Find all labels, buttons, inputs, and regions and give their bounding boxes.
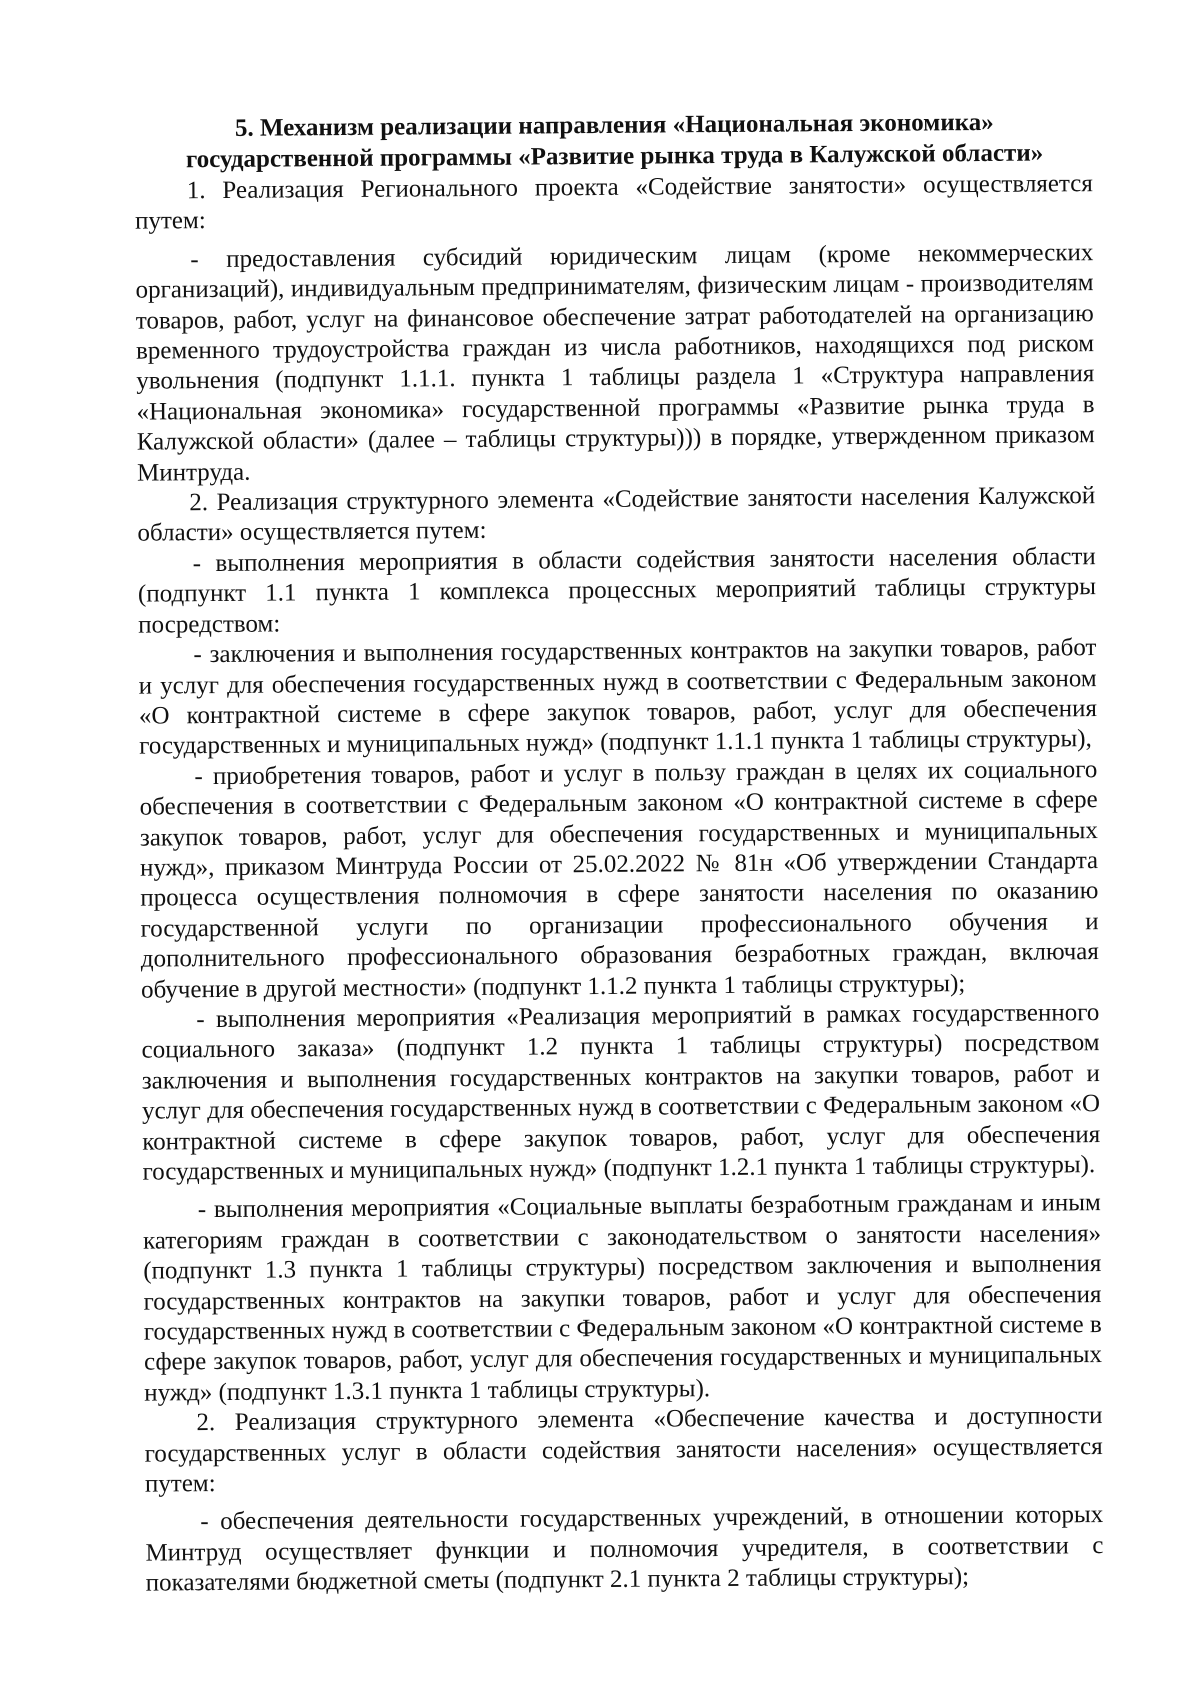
paragraph-subsidies: - предоставления субсидий юридическим лицам (кроме некоммерческих организаций), индивидуальным предпринимателям, физическим лицам - производителям товаров, работ, услуг на финансовое обеспечение затрат работодателей на организацию временного трудоустройства граждан из числа работников, находящихся под риском увольнения (подпункт 1.1.1. пункта 1 таблицы раздела 1 «Структура направления «Национальная экономика» государственной программы «Развитие рынка труда в Калужской области» (далее – таблицы структуры))) в порядке, утвержденном приказом Минтруда. (135, 238, 1095, 487)
paragraph-social-payments: - выполнения мероприятия «Социальные выплаты безработным гражданам и иным категориям граждан в соответствии с законодательством о занятости населения» (подпункт 1.3 пункта 1 таблицы структуры) посредством заключения и выполнения государственных контрактов на закупки товаров, работ и услуг для обеспечения государственных нужд в соответствии с Федеральным законом «О контрактной системе в сфере закупок товаров, работ, услуг для обеспечения государственных и муниципальных нужд» (подпункт 1.3.1 пункта 1 таблицы структуры). (142, 1189, 1103, 1407)
section-heading (134, 106, 1094, 176)
paragraph-structural-element-quality: 2. Реализация структурного элемента «Обеспечение качества и доступности государственных услуг в области содействия занятости населения» осуществляется путем: (144, 1402, 1103, 1498)
heading-line-1: 5. Механизм реализации направления «Национальная экономика» (234, 108, 994, 142)
paragraph-goods-purchase: - приобретения товаров, работ и услуг в пользу граждан в целях их социального обеспечения в соответствии с Федеральным законом «О контрактной системе в сфере закупок товаров, работ, услуг для обеспечения государственных и муниципальных нужд», приказом Минтруда России от 25.02.2022 № 81н «Об утверждении Стандарта процесса осуществления полномочия в сфере занятости населения по оказанию государственной услуги по организации профессионального обучения и дополнительного профессионального образования безработных граждан, включая обучение в другой местности» (подпункт 1.1.2 пункта 1 таблицы структуры); (139, 755, 1099, 1004)
paragraph-social-order: - выполнения мероприятия «Реализация мероприятий в рамках государственного социального заказа» (подпункт 1.2 пункта 1 таблицы структуры) посредством заключения и выполнения государственных контрактов на закупки товаров, работ и услуг для обеспечения государственных нужд в соответствии с Федеральным законом «О контрактной системе в сфере закупок товаров, работ, услуг для обеспечения государственных и муниципальных нужд» (подпункт 1.2.1 пункта 1 таблицы структуры). (141, 999, 1101, 1186)
paragraph-structural-element-employment: 2. Реализация структурного элемента «Содействие занятости населения Калужской области» осуществляется путем: (137, 482, 1096, 548)
paragraph-regional-project: 1. Реализация Регионального проекта «Содействие занятости» осуществляется путем: (134, 170, 1093, 236)
paragraph-employment-measures: - выполнения мероприятия в области содействия занятости населения области (подпункт 1.1 пункта 1 комплекса процессных мероприятий таблицы структуры посредством: (137, 542, 1097, 639)
heading-line-2: государственной программы «Развитие рынка труда в Калужской области» (185, 139, 1044, 174)
paragraph-state-contracts: - заключения и выполнения государственных контрактов на закупки товаров, работ и услуг для обеспечения государственных нужд в соответствии с Федеральным законом «О контрактной системе в сфере закупок товаров, работ, услуг для обеспечения государственных и муниципальных нужд» (подпункт 1.1.1 пункта 1 таблицы структуры), (138, 634, 1098, 760)
paragraph-institutions: - обеспечения деятельности государственных учреждений, в отношении которых Минтруд осуществляет функции и полномочия учредителя, в соответствии с показателями бюджетной сметы (подпункт 2.1 пункта 2 таблицы структуры); (145, 1501, 1104, 1597)
document-body (135, 169, 1104, 1599)
